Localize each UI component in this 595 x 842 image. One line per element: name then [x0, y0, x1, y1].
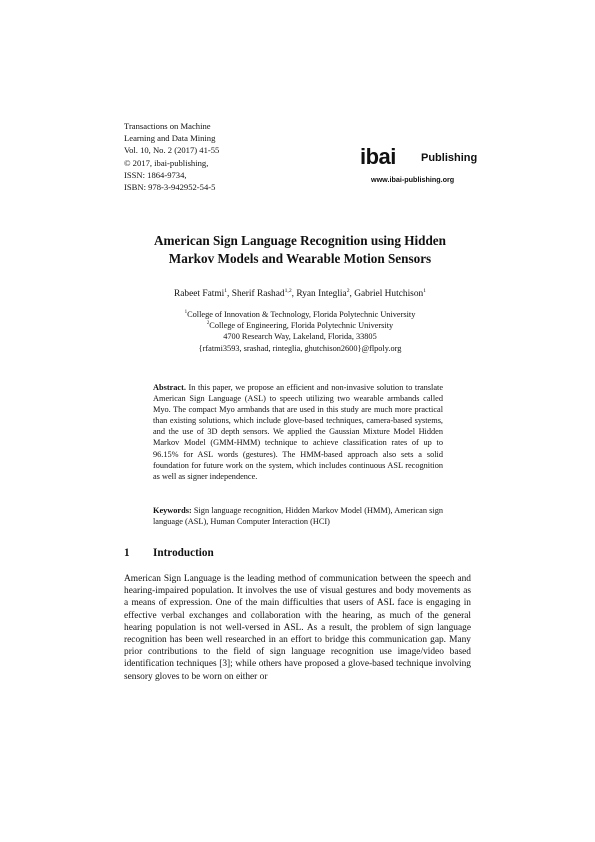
- publication-info: [124, 120, 219, 193]
- section-title: Introduction: [153, 547, 214, 559]
- affiliation-2: $^2$College of Engineering, Florida Polytechnic University: [206, 321, 394, 331]
- author-emails: {rfatmi3593, srashad, rinteglia, ghutchison2600}@flpoly.org: [198, 343, 402, 353]
- abstract: [153, 382, 443, 482]
- logo-word: Publishing: [421, 152, 478, 164]
- affiliation-1: $^1$College of Innovation & Technology, Florida Polytechnic University: [184, 310, 416, 319]
- keywords-label: Keywords:: [153, 506, 192, 515]
- author-affil-sup: 1: [423, 287, 427, 294]
- author-name: Gabriel Hutchison: [354, 289, 424, 299]
- author-affil-sup: 1: [224, 287, 228, 294]
- keywords-text: Sign language recognition, Hidden Markov Model (HMM), American sign language (ASL), Human Computer Interaction (HCI): [153, 506, 443, 527]
- publication-line: ISSN: 1864-9734,: [124, 169, 187, 180]
- author-name: Rabeet Fatmi: [173, 289, 225, 299]
- author-name: Sherif Rashad: [231, 289, 285, 299]
- title-line: American Sign Language Recognition using Hidden: [154, 233, 446, 248]
- publisher-logo: [360, 144, 478, 188]
- publisher-url: www.ibai-publishing.org: [371, 175, 455, 184]
- section-heading: [124, 547, 214, 560]
- publication-line: Learning and Data Mining: [124, 133, 216, 144]
- affiliation-address: 4700 Research Way, Lakeland, Florida, 33805: [223, 332, 377, 342]
- affiliations: [100, 309, 500, 354]
- author-affil-sup: 2: [346, 287, 350, 294]
- logo-mark: ibai: [360, 144, 396, 169]
- publication-line: © 2017, ibai-publishing,: [124, 157, 209, 168]
- paper-title: [100, 232, 500, 267]
- author-affil-sup: 1,2: [284, 287, 292, 294]
- keywords: [153, 505, 443, 527]
- publication-line: Vol. 10, No. 2 (2017) 41-55: [124, 145, 220, 156]
- author-list: Rabeet Fatmi$^1$, Sherif Rashad$^{1,2}$, Ryan Integlia$^2$, Gabriel Hutchison$^1$: [173, 287, 427, 299]
- abstract-text: In this paper, we propose an efficient and non-invasive solution to translate American Sign Language (ASL) to speech utilizing two wearable armbands called Myo. The compact Myo armbands that are used in this study are much more practical than existing solutions, which include glove-based techniques, camera-based systems, and the use of 3D depth sensors. We applied the Gaussian Mixture Model Hidden Markov Model (GMM-HMM) technique to achieve classification rates of up to 96.15% for ASL words (gestures). The HMM-based approach also sets a solid foundation for future work on the system, which includes continuous ASL recognition as well as signer independence.: [153, 383, 444, 481]
- publication-line: Transactions on Machine: [124, 121, 211, 131]
- abstract-label: Abstract.: [153, 383, 186, 392]
- section-body: American Sign Language is the leading method of communication between the speech and hearing-impaired population. It involves the use of visual gestures and body movements as a means of expression. One of the main difficulties that users of ASL face is engaging in effective verbal exchanges and collaboration with the hearing, as much of the general hearing population is not well-versed in ASL. As a result, the problem of sign language recognition has been well researched in an effort to bridge this communication gap. Many prior contributions to the field of sign language recognition use image/video based identification techniques [3]; while others have proposed a glove-based technique involving sensory gloves to be worn on either or: [124, 574, 471, 682]
- author-name: Ryan Integlia: [296, 289, 347, 299]
- section-number: 1: [124, 547, 130, 559]
- title-line: Markov Models and Wearable Motion Sensors: [168, 250, 432, 266]
- publication-line: ISBN: 978-3-942952-54-5: [124, 182, 216, 193]
